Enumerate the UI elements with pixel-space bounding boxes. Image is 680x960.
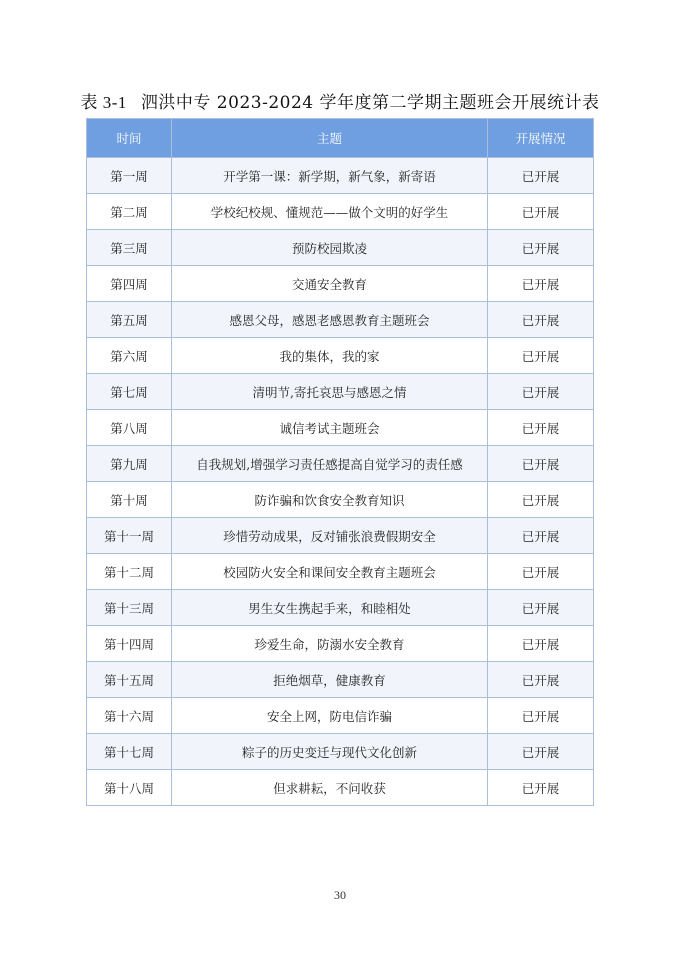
cell-week: 第九周	[87, 446, 172, 482]
header-time: 时间	[87, 119, 172, 158]
cell-status: 已开展	[488, 374, 594, 410]
cell-theme: 珍惜劳动成果，反对铺张浪费假期安全	[172, 518, 488, 554]
header-status: 开展情况	[488, 119, 594, 158]
cell-theme: 拒绝烟草，健康教育	[172, 662, 488, 698]
table-row	[87, 410, 594, 446]
cell-theme: 诚信考试主题班会	[172, 410, 488, 446]
cell-status: 已开展	[488, 158, 594, 194]
cell-week: 第十五周	[87, 662, 172, 698]
cell-theme: 校园防火安全和课间安全教育主题班会	[172, 554, 488, 590]
cell-status: 已开展	[488, 230, 594, 266]
table-row	[87, 230, 594, 266]
cell-status: 已开展	[488, 734, 594, 770]
cell-week: 第四周	[87, 266, 172, 302]
cell-theme: 预防校园欺凌	[172, 230, 488, 266]
table-header-row	[87, 119, 594, 158]
cell-week: 第十七周	[87, 734, 172, 770]
cell-theme: 但求耕耘，不问收获	[172, 770, 488, 806]
cell-week: 第一周	[87, 158, 172, 194]
table-row	[87, 338, 594, 374]
cell-theme: 粽子的历史变迁与现代文化创新	[172, 734, 488, 770]
table-row	[87, 266, 594, 302]
table-caption	[0, 88, 680, 113]
cell-week: 第八周	[87, 410, 172, 446]
cell-theme: 珍爱生命，防溺水安全教育	[172, 626, 488, 662]
cell-status: 已开展	[488, 662, 594, 698]
header-theme: 主题	[172, 119, 488, 158]
table-row	[87, 770, 594, 806]
cell-week: 第十三周	[87, 590, 172, 626]
cell-status: 已开展	[488, 554, 594, 590]
cell-theme: 感恩父母，感恩老感恩教育主题班会	[172, 302, 488, 338]
cell-theme: 防诈骗和饮食安全教育知识	[172, 482, 488, 518]
table-row	[87, 698, 594, 734]
cell-week: 第十四周	[87, 626, 172, 662]
cell-week: 第十一周	[87, 518, 172, 554]
table-row	[87, 194, 594, 230]
cell-week: 第七周	[87, 374, 172, 410]
cell-status: 已开展	[488, 698, 594, 734]
cell-status: 已开展	[488, 446, 594, 482]
cell-status: 已开展	[488, 302, 594, 338]
statistics-table	[86, 118, 594, 806]
table-row	[87, 734, 594, 770]
cell-week: 第十六周	[87, 698, 172, 734]
cell-status: 已开展	[488, 518, 594, 554]
table-row	[87, 302, 594, 338]
cell-theme: 清明节,寄托哀思与感恩之情	[172, 374, 488, 410]
table-row	[87, 482, 594, 518]
cell-theme: 自我规划,增强学习责任感提高自觉学习的责任感	[172, 446, 488, 482]
cell-status: 已开展	[488, 482, 594, 518]
table-row	[87, 626, 594, 662]
table-row	[87, 590, 594, 626]
cell-status: 已开展	[488, 770, 594, 806]
cell-theme: 男生女生携起手来，和睦相处	[172, 590, 488, 626]
cell-week: 第二周	[87, 194, 172, 230]
cell-theme: 开学第一课：新学期，新气象，新寄语	[172, 158, 488, 194]
table-row	[87, 518, 594, 554]
cell-week: 第五周	[87, 302, 172, 338]
cell-status: 已开展	[488, 590, 594, 626]
cell-status: 已开展	[488, 194, 594, 230]
cell-theme: 学校纪校规、懂规范——做个文明的好学生	[172, 194, 488, 230]
cell-status: 已开展	[488, 410, 594, 446]
cell-status: 已开展	[488, 626, 594, 662]
cell-week: 第三周	[87, 230, 172, 266]
table-row	[87, 446, 594, 482]
cell-theme: 交通安全教育	[172, 266, 488, 302]
cell-week: 第十八周	[87, 770, 172, 806]
page-number: 30	[334, 888, 346, 902]
cell-week: 第十二周	[87, 554, 172, 590]
table-row	[87, 374, 594, 410]
cell-week: 第十周	[87, 482, 172, 518]
table-row	[87, 662, 594, 698]
cell-theme: 安全上网，防电信诈骗	[172, 698, 488, 734]
table-row	[87, 158, 594, 194]
cell-status: 已开展	[488, 338, 594, 374]
table-title: 泗洪中专 2023-2024 学年度第二学期主题班会开展统计表	[140, 93, 600, 113]
cell-theme: 我的集体，我的家	[172, 338, 488, 374]
cell-status: 已开展	[488, 266, 594, 302]
table-row	[87, 554, 594, 590]
cell-week: 第六周	[87, 338, 172, 374]
table-number: 表 3-1	[80, 93, 127, 112]
